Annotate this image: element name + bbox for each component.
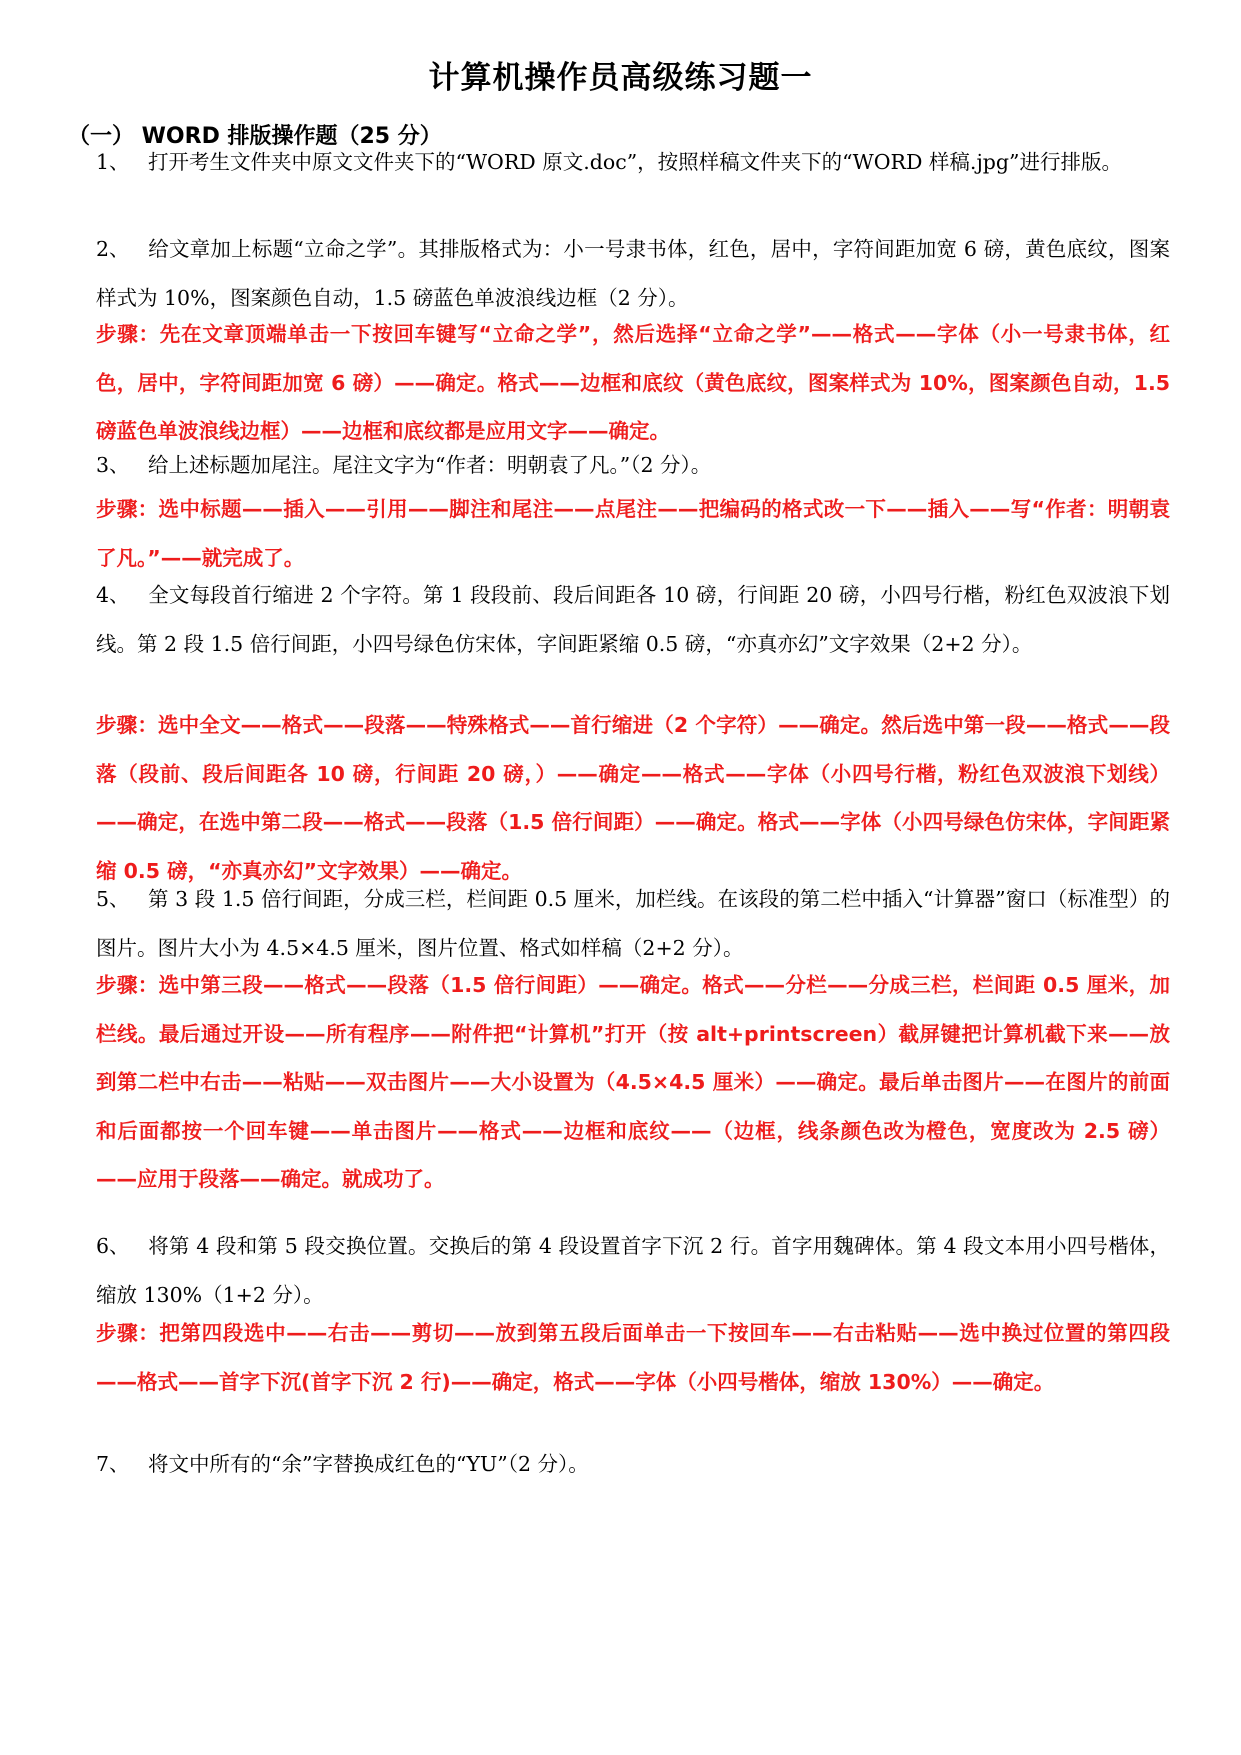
question-5	[96, 875, 1170, 972]
question-3	[96, 441, 1170, 490]
step-6: 步骤：把第四段选中——右击——剪切——放到第五段后面单击一下按回车——右击粘贴——选中换过位置的第四段——格式——首字下沉(首字下沉 2 行)——确定，格式——字体（小四号楷体，缩放 130%）——确定。	[96, 1321, 1170, 1394]
page-title: 计算机操作员高级练习题一	[428, 60, 813, 96]
question-text: 给上述标题加尾注。尾注文字为“作者：明朝袁了凡。”（2 分）。	[148, 453, 712, 477]
question-number: 6、	[96, 1234, 130, 1258]
question-text: 第 3 段 1.5 倍行间距，分成三栏，栏间距 0.5 厘米，加栏线。在该段的第二栏中插入“计算器”窗口（标准型）的图片。图片大小为 4.5×4.5 厘米，图片位置、格式如样稿（2+2 分）。	[96, 887, 1170, 960]
question-4	[96, 571, 1170, 668]
question-6	[96, 1222, 1170, 1319]
step-5: 步骤：选中第三段——格式——段落（1.5 倍行间距）——确定。格式——分栏——分成三栏，栏间距 0.5 厘米，加栏线。最后通过开设——所有程序——附件把“计算机”打开（按 alt+printscreen）截屏键把计算机截下来——放到第二栏中右击——粘贴——双击图片——大小设置为（4.5×4.5 厘米）——确定。最后单击图片——在图片的前面和后面都按一个回车键——单击图片——格式——边框和底纹——（边框，线条颜色改为橙色，宽度改为 2.5 磅）——应用于段落——确定。就成功了。	[96, 973, 1170, 1191]
question-number: 5、	[96, 887, 130, 911]
question-7	[96, 1440, 1170, 1489]
question-number: 7、	[96, 1452, 130, 1476]
question-number: 4、	[96, 583, 130, 607]
question-2	[96, 225, 1170, 322]
question-text: 全文每段首行缩进 2 个字符。第 1 段段前、段后间距各 10 磅，行间距 20 磅，小四号行楷，粉红色双波浪下划线。第 2 段 1.5 倍行间距，小四号绿色仿宋体，字间距紧缩 0.5 磅，“亦真亦幻”文字效果（2+2 分）。	[96, 583, 1170, 656]
question-text: 给文章加上标题“立命之学”。其排版格式为：小一号隶书体，红色，居中，字符间距加宽 6 磅，黄色底纹，图案样式为 10%，图案颜色自动，1.5 磅蓝色单波浪线边框（2 分）。	[96, 237, 1170, 310]
question-number: 1、	[96, 150, 130, 174]
step-2: 步骤：先在文章顶端单击一下按回车键写“立命之学”，然后选择“立命之学”——格式——字体（小一号隶书体，红色，居中，字符间距加宽 6 磅）——确定。格式——边框和底纹（黄色底纹，图案样式为 10%，图案颜色自动，1.5 磅蓝色单波浪线边框）——边框和底纹都是应用文字——确定。	[96, 322, 1170, 443]
question-number: 2、	[96, 237, 130, 261]
section-heading: （一） WORD 排版操作题（25 分）	[68, 124, 442, 149]
question-1	[96, 138, 1170, 187]
question-text: 将第 4 段和第 5 段交换位置。交换后的第 4 段设置首字下沉 2 行。首字用魏碑体。第 4 段文本用小四号楷体，缩放 130%（1+2 分）。	[96, 1234, 1170, 1307]
question-text: 将文中所有的“余”字替换成红色的“YU”（2 分）。	[148, 1452, 589, 1476]
question-number: 3、	[96, 453, 130, 477]
question-text: 打开考生文件夹中原文文件夹下的“WORD 原文.doc”，按照样稿文件夹下的“WORD 样稿.jpg”进行排版。	[148, 150, 1123, 174]
step-4: 步骤：选中全文——格式——段落——特殊格式——首行缩进（2 个字符）——确定。然后选中第一段——格式——段落（段前、段后间距各 10 磅，行间距 20 磅，）——确定——格式——字体（小四号行楷，粉红色双波浪下划线）——确定，在选中第二段——格式——段落（1.5 倍行间距）——确定。格式——字体（小四号绿色仿宋体，字间距紧缩 0.5 磅，“亦真亦幻”文字效果）——确定。	[96, 713, 1170, 883]
step-3: 步骤：选中标题——插入——引用——脚注和尾注——点尾注——把编码的格式改一下——插入——写“作者：明朝袁了凡。”——就完成了。	[96, 497, 1170, 570]
